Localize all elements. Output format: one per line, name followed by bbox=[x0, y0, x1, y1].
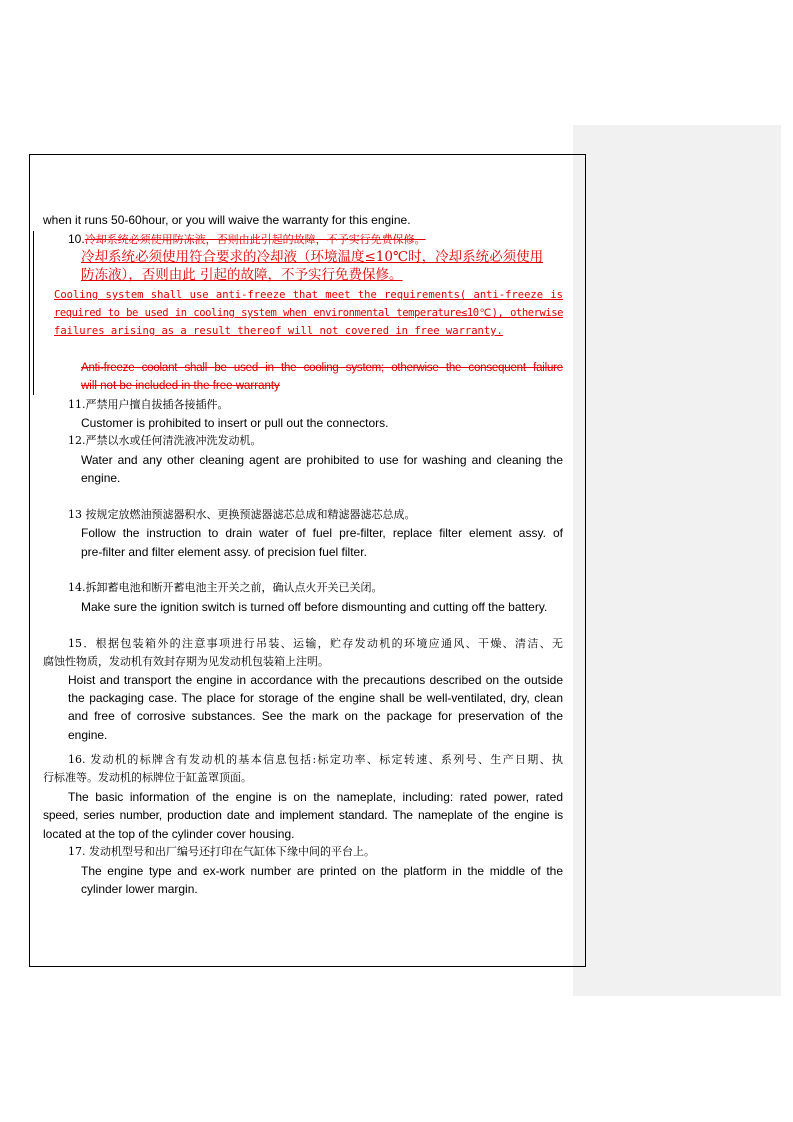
text-line: Water and any other cleaning agent are prohibited to use for washing and cleaning the bbox=[81, 453, 563, 467]
inserted-text: Cooling system shall use anti-freeze that meet the requirements( anti-freeze is bbox=[54, 289, 563, 301]
text-line: Customer is prohibited to insert or pull out the connectors. bbox=[81, 416, 389, 430]
text-line: the packaging case. The place for storage of the engine shall be well-ventilated, dry, clean bbox=[68, 691, 563, 705]
item-10-heading bbox=[68, 231, 426, 248]
deleted-text: 冷却系统必须使用防冻液，否则由此引起的故障，不予实行免费保修。 bbox=[84, 233, 426, 246]
inserted-text: failures arising as a result thereof will not covered in free warranty. bbox=[54, 325, 503, 337]
inserted-text: 防冻液），否则由此 引起的故障，不予实行免费保修。 bbox=[81, 267, 403, 283]
text-line: when it runs 50-60hour, or you will waive the warranty for this engine. bbox=[43, 213, 411, 227]
text-line: 行标准等。发动机的标牌位于缸盖罩顶面。 bbox=[43, 771, 252, 784]
text-line: cylinder lower margin. bbox=[81, 882, 198, 896]
text-line: engine. bbox=[68, 728, 108, 742]
text-line: Make sure the ignition switch is turned off before dismounting and cutting off the battery. bbox=[81, 600, 548, 614]
text-line: engine. bbox=[81, 471, 121, 485]
text-line: The basic information of the engine is on the nameplate, including: rated power, rated bbox=[68, 790, 563, 804]
item-17-heading: 17. 发动机型号和出厂编号还打印在气缸体下缘中间的平台上。 bbox=[68, 845, 375, 858]
text-line: Follow the instruction to drain water of fuel pre-filter, replace filter element assy. of bbox=[81, 526, 563, 540]
text-line: Hoist and transport the engine in accordance with the precautions described on the outside bbox=[68, 673, 563, 687]
text-line: located at the top of the cylinder cover housing. bbox=[43, 827, 295, 841]
item-13-heading: 13 按规定放燃油预滤器积水、更换预滤器滤芯总成和精滤器滤芯总成。 bbox=[68, 508, 416, 521]
text-line: and free of corrosive substances. See the mark on the package for preservation of the bbox=[68, 709, 563, 723]
text-line: The engine type and ex-work number are printed on the platform in the middle of the bbox=[81, 864, 563, 878]
deleted-text: will not be included in the free warranty bbox=[81, 380, 280, 392]
item-14-heading: 14.拆卸蓄电池和断开蓄电池主开关之前，确认点火开关已关闭。 bbox=[68, 581, 383, 594]
deleted-text: Anti-freeze coolant shall be used in the cooling system; otherwise the consequent failure bbox=[81, 362, 563, 374]
change-bar bbox=[33, 231, 34, 395]
item-12-heading: 12.严禁以水或任何清洗液冲洗发动机。 bbox=[68, 434, 262, 447]
comment-pane bbox=[573, 125, 781, 996]
inserted-text: required to be used in cooling system when environmental temperature≤10℃), otherwise bbox=[54, 307, 563, 319]
item-16-heading: 16. 发动机的标牌含有发动机的基本信息包括:标定功率、标定转速、系列号、生产日期、执 bbox=[68, 753, 563, 766]
text-line: 腐蚀性物质，发动机有效封存期为见发动机包装箱上注明。 bbox=[43, 655, 329, 668]
item-15-heading: 15．根据包装箱外的注意事项进行吊装、运输，贮存发动机的环境应通风、干燥、清洁、无 bbox=[68, 637, 563, 650]
text-line: speed, series number, production date and implement standard. The nameplate of the engine is bbox=[43, 808, 563, 822]
text-line: pre-filter and filter element assy. of precision fuel filter. bbox=[81, 545, 367, 559]
item-number: 10. bbox=[68, 232, 85, 246]
inserted-text: 冷却系统必须使用符合要求的冷却液（环境温度≤10℃时，冷却系统必须使用 bbox=[81, 249, 544, 265]
item-11-heading: 11.严禁用户擅自拔插各接插件。 bbox=[68, 398, 229, 411]
